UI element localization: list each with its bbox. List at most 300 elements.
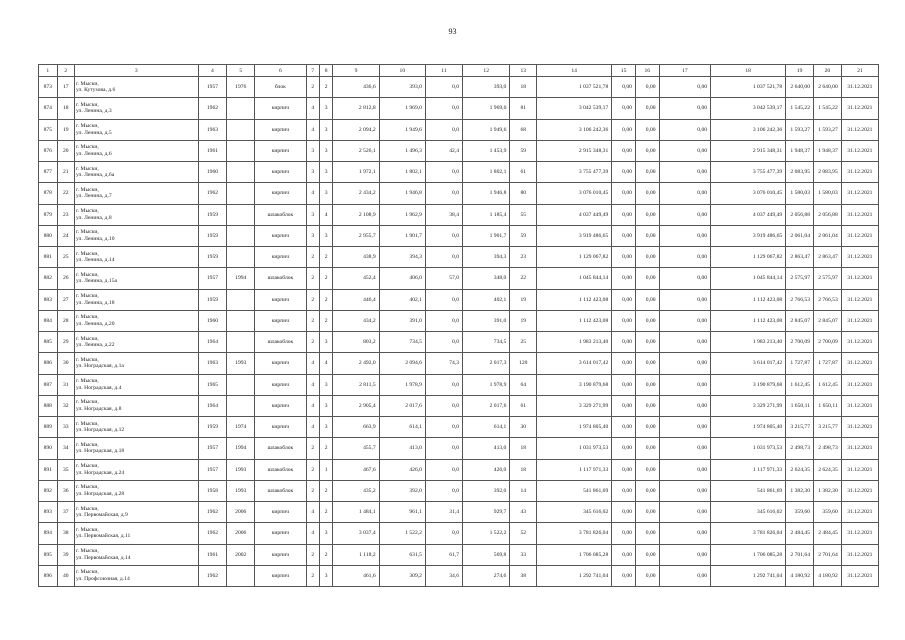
table-cell: 3 (306, 162, 319, 183)
table-cell: 1 972,1 (333, 162, 379, 183)
column-number-cell: 13 (510, 65, 537, 77)
table-cell: 3 (306, 225, 319, 246)
table-cell: 22 (510, 268, 537, 289)
table-cell: 0,00 (659, 77, 710, 98)
table-cell: 413,0 (379, 438, 425, 459)
column-number-cell: 5 (227, 65, 255, 77)
table-row (39, 502, 879, 523)
table-row (39, 289, 879, 310)
table-cell: 0,00 (635, 140, 659, 161)
table-cell: 1 983 213,40 (711, 332, 786, 353)
table-cell: 614,1 (463, 417, 510, 438)
column-number-cell: 16 (635, 65, 659, 77)
table-cell: 18 (57, 98, 75, 119)
table-cell: 4 (306, 417, 319, 438)
table-cell: 3 (319, 98, 332, 119)
housing-register-table (38, 64, 879, 587)
table-cell (227, 162, 255, 183)
address-line: г. Мыски, (76, 123, 99, 130)
address-line: ул. Ленина, д.7 (76, 193, 112, 200)
table-cell: 1957 (198, 438, 227, 459)
table-cell: 4 (306, 353, 319, 374)
table-cell: 0,00 (659, 289, 710, 310)
table-cell: 1 382,30 (786, 480, 814, 501)
address-line: г. Мыски, (76, 569, 99, 576)
table-cell: кирпич (255, 119, 306, 140)
table-cell: 461,6 (333, 565, 379, 586)
table-cell: 1 612,45 (813, 374, 841, 395)
address-cell (75, 310, 199, 331)
table-cell: 24 (57, 225, 75, 246)
table-cell: 0,0 (425, 247, 462, 268)
table-cell: 0,00 (659, 565, 710, 586)
table-cell: 1 802,1 (463, 162, 510, 183)
table-cell: 888 (39, 395, 58, 416)
table-cell: 0,00 (612, 374, 636, 395)
table-cell: кирпич (255, 183, 306, 204)
table-cell (227, 310, 255, 331)
address-line: ул. Кутузова, д.6 (76, 87, 116, 94)
table-cell (227, 119, 255, 140)
table-cell: 55 (510, 204, 537, 225)
table-cell: 1 949,6 (379, 119, 425, 140)
table-cell: 1 802,1 (379, 162, 425, 183)
table-cell: 31.12.2021 (841, 502, 878, 523)
table-cell: 2 640,00 (813, 77, 841, 98)
table-cell: 3 329 271,99 (711, 395, 786, 416)
table-cell: 734,5 (379, 332, 425, 353)
table-cell: 359,60 (786, 502, 814, 523)
table-cell: 393,0 (463, 77, 510, 98)
table-cell: 0,0 (425, 417, 462, 438)
column-number-cell: 11 (425, 65, 462, 77)
table-cell: 61,7 (425, 544, 462, 565)
table-cell: 2 (319, 544, 332, 565)
table-row (39, 438, 879, 459)
address-line: ул. Ленина, д.6 (76, 150, 112, 157)
table-cell: 455,7 (333, 438, 379, 459)
table-cell: 434,2 (333, 310, 379, 331)
table-cell: 402,1 (379, 289, 425, 310)
table-cell: 876 (39, 140, 58, 161)
table-cell: 1 522,2 (379, 523, 425, 544)
table-cell: 2 640,00 (786, 77, 814, 98)
table-cell: 1 978,9 (379, 374, 425, 395)
table-cell: 0,00 (659, 332, 710, 353)
column-number-cell: 1 (39, 65, 58, 77)
table-cell: 2 905,4 (333, 395, 379, 416)
table-cell: 1 969,0 (379, 98, 425, 119)
table-cell: 0,00 (612, 77, 636, 98)
table-cell: 2 061,04 (786, 225, 814, 246)
table-cell: 3 (319, 417, 332, 438)
table-cell: 1 453,9 (463, 140, 510, 161)
table-cell: шлакоблок (255, 438, 306, 459)
table-cell: 2 575,97 (786, 268, 814, 289)
table-cell: 1962 (198, 98, 227, 119)
table-cell: 2002 (227, 544, 255, 565)
table-cell: 1 045 844,14 (537, 268, 612, 289)
table-cell: 1959 (198, 247, 227, 268)
table-cell: 1963 (198, 353, 227, 374)
table-cell: 1994 (227, 438, 255, 459)
table-cell: 1993 (227, 353, 255, 374)
table-cell: 1 727,87 (813, 353, 841, 374)
table-cell: 663,9 (333, 417, 379, 438)
table-cell: 31.12.2021 (841, 544, 878, 565)
table-cell: 0,00 (612, 98, 636, 119)
table-cell: кирпич (255, 395, 306, 416)
column-number-cell: 2 (57, 65, 75, 77)
table-row (39, 119, 879, 140)
table-cell: 2 624,35 (813, 459, 841, 480)
table-cell: 2 (319, 268, 332, 289)
table-cell: 2 108,9 (333, 204, 379, 225)
table-cell: 31.12.2021 (841, 480, 878, 501)
table-cell: 467,6 (333, 459, 379, 480)
table-cell: 39 (57, 544, 75, 565)
address-line: ул. Ноградская, д.4 (76, 384, 122, 391)
table-row (39, 225, 879, 246)
table-cell: 3 106 242,36 (711, 119, 786, 140)
address-cell (75, 438, 199, 459)
table-cell: 1994 (227, 268, 255, 289)
table-cell (227, 183, 255, 204)
table-cell: 1 593,27 (813, 119, 841, 140)
table-cell: 1 946,8 (463, 183, 510, 204)
table-cell: 0,00 (612, 395, 636, 416)
table-cell: 1 974 805,40 (537, 417, 612, 438)
table-cell: 2 094,2 (333, 119, 379, 140)
table-cell: 1 185,4 (463, 204, 510, 225)
table-cell: 890 (39, 438, 58, 459)
table-cell: 2 700,09 (813, 332, 841, 353)
table-cell (227, 204, 255, 225)
address-cell (75, 289, 199, 310)
table-cell: 2 812,8 (333, 98, 379, 119)
table-cell: 2 863,47 (813, 247, 841, 268)
table-cell: 31.12.2021 (841, 98, 878, 119)
table-cell: 3 (319, 523, 332, 544)
table-cell: 31.12.2021 (841, 268, 878, 289)
table-cell: 1 727,87 (786, 353, 814, 374)
table-cell: 2 845,07 (786, 310, 814, 331)
table-cell: 875 (39, 119, 58, 140)
table-cell: 2 700,09 (786, 332, 814, 353)
table-cell: 0,00 (659, 119, 710, 140)
table-cell: 1963 (198, 119, 227, 140)
table-cell: 20 (57, 140, 75, 161)
table-cell: 0,0 (425, 523, 462, 544)
table-cell: 0,00 (659, 140, 710, 161)
table-cell: 31.12.2021 (841, 374, 878, 395)
address-line: ул. Ленина, д.3 (76, 108, 112, 115)
table-row (39, 417, 879, 438)
table-row (39, 565, 879, 586)
table-cell: 2 (306, 268, 319, 289)
table-row (39, 332, 879, 353)
table-row (39, 162, 879, 183)
table-cell: кирпич (255, 417, 306, 438)
table-cell: 0,00 (635, 480, 659, 501)
table-cell: 0,00 (612, 310, 636, 331)
table-cell: 0,00 (612, 523, 636, 544)
table-cell: 3 190 879,68 (537, 374, 612, 395)
table-cell: 30 (57, 353, 75, 374)
table-cell: 0,0 (425, 438, 462, 459)
table-cell: 1962 (198, 183, 227, 204)
table-cell: 18 (510, 459, 537, 480)
table-cell: 2 498,73 (786, 438, 814, 459)
address-cell (75, 459, 199, 480)
table-cell: 2006 (227, 502, 255, 523)
table-cell: 436,6 (333, 77, 379, 98)
table-cell: 0,0 (425, 183, 462, 204)
address-cell (75, 98, 199, 119)
column-number-cell: 20 (813, 65, 841, 77)
table-cell: 2 (319, 247, 332, 268)
address-line: г. Мыски, (76, 356, 99, 363)
table-cell: 1 946,8 (379, 183, 425, 204)
table-cell: 3 042 539,17 (711, 98, 786, 119)
table-cell: 2 017,3 (463, 353, 510, 374)
table-cell: кирпич (255, 544, 306, 565)
table-cell: 0,00 (612, 119, 636, 140)
table-cell: 874 (39, 98, 58, 119)
address-line: ул. Ленина, д.22 (76, 342, 115, 349)
table-cell: 3 (306, 204, 319, 225)
address-line: г. Мыски, (76, 420, 99, 427)
column-number-cell: 6 (255, 65, 306, 77)
table-cell: 0,00 (612, 565, 636, 586)
table-cell: 19 (510, 310, 537, 331)
table-cell: 0,00 (659, 395, 710, 416)
address-line: г. Мыски, (76, 378, 99, 385)
table-cell: 0,00 (612, 353, 636, 374)
table-cell: 0,00 (612, 289, 636, 310)
address-line: г. Мыски, (76, 101, 99, 108)
table-cell: 0,00 (612, 162, 636, 183)
table-cell: 3 042 539,17 (537, 98, 612, 119)
table-cell: 52 (510, 523, 537, 544)
address-line: ул. Ленина, д.5 (76, 129, 112, 136)
table-cell: 877 (39, 162, 58, 183)
table-cell: 0,0 (425, 310, 462, 331)
table-cell: 19 (510, 289, 537, 310)
table-cell: 0,00 (659, 353, 710, 374)
table-cell: 1961 (198, 544, 227, 565)
table-cell: 885 (39, 332, 58, 353)
table-cell: 309,2 (379, 565, 425, 586)
column-number-cell: 7 (306, 65, 319, 77)
table-cell: кирпич (255, 523, 306, 544)
table-cell: 3 190 879,68 (711, 374, 786, 395)
table-cell: 2 484,45 (786, 523, 814, 544)
table-cell: кирпич (255, 502, 306, 523)
table-cell: 3 076 010,45 (711, 183, 786, 204)
address-line: ул. Ленина, д.15а (76, 278, 117, 285)
table-cell: 1962 (198, 523, 227, 544)
table-cell: 0,00 (635, 459, 659, 480)
address-line: г. Мыски, (76, 165, 99, 172)
table-cell: 435,2 (333, 480, 379, 501)
table-cell: 0,00 (612, 183, 636, 204)
table-cell: 2 (319, 438, 332, 459)
address-cell (75, 183, 199, 204)
table-cell: 2 061,04 (813, 225, 841, 246)
table-cell: кирпич (255, 225, 306, 246)
table-cell: 0,0 (425, 225, 462, 246)
table-cell: 3 (319, 225, 332, 246)
table-cell: 1993 (227, 480, 255, 501)
table-cell: 0,0 (425, 162, 462, 183)
table-cell: 31.12.2021 (841, 119, 878, 140)
table-cell: 1 112 423,08 (537, 289, 612, 310)
column-number-cell: 18 (711, 65, 786, 77)
column-number-cell: 3 (75, 65, 199, 77)
address-line: ул. Ленина, д.10 (76, 235, 115, 242)
table-cell: 1 112 423,08 (711, 310, 786, 331)
table-cell: 35 (57, 459, 75, 480)
table-cell: 0,00 (635, 162, 659, 183)
table-cell: 1 522,2 (463, 523, 510, 544)
table-cell: 893 (39, 502, 58, 523)
table-cell: 23 (57, 204, 75, 225)
address-line: г. Мыски, (76, 293, 99, 300)
table-cell: 37 (57, 502, 75, 523)
table-cell: 1974 (227, 417, 255, 438)
table-row (39, 268, 879, 289)
table-cell: 0,00 (612, 417, 636, 438)
table-cell: 452,4 (333, 268, 379, 289)
table-cell: 0,00 (659, 98, 710, 119)
address-line: г. Мыски, (76, 505, 99, 512)
table-cell: 2 (306, 310, 319, 331)
table-cell: 1962 (198, 502, 227, 523)
table-cell: 2 017,6 (379, 395, 425, 416)
table-cell: 1 129 067,82 (711, 247, 786, 268)
table-cell: 3 755 477,39 (537, 162, 612, 183)
table-cell: 0,00 (635, 353, 659, 374)
table-cell: 413,0 (463, 438, 510, 459)
table-cell: блок (255, 77, 306, 98)
table-cell: 31.12.2021 (841, 183, 878, 204)
address-cell (75, 417, 199, 438)
table-cell: 961,1 (379, 502, 425, 523)
table-cell: 2 (319, 480, 332, 501)
table-cell: 18 (510, 77, 537, 98)
table-cell: 32 (57, 395, 75, 416)
table-cell: 1 969,0 (463, 98, 510, 119)
table-cell: 0,00 (635, 183, 659, 204)
table-cell: 3 215,77 (786, 417, 814, 438)
table-row (39, 523, 879, 544)
table-cell: 426,0 (379, 459, 425, 480)
table-cell: 21 (57, 162, 75, 183)
table-cell (227, 374, 255, 395)
address-cell (75, 204, 199, 225)
table-cell: 1 978,9 (463, 374, 510, 395)
table-cell: 3 106 242,36 (537, 119, 612, 140)
table-cell: 42,4 (425, 140, 462, 161)
table-cell: 1962 (198, 565, 227, 586)
table-cell: 0,00 (635, 374, 659, 395)
table-cell: 1959 (198, 225, 227, 246)
table-cell: 31.12.2021 (841, 310, 878, 331)
table-cell: 59 (510, 140, 537, 161)
table-cell: 3 614 017,42 (537, 353, 612, 374)
table-cell: 438,9 (333, 247, 379, 268)
address-line: ул. Ноградская, д.12 (76, 427, 125, 434)
table-cell: 0,00 (635, 225, 659, 246)
table-cell (227, 247, 255, 268)
table-cell: 0,00 (612, 204, 636, 225)
table-cell: 345 616,02 (537, 502, 612, 523)
table-cell: 33 (510, 544, 537, 565)
table-cell: 0,0 (425, 374, 462, 395)
address-cell (75, 480, 199, 501)
table-cell: 394,3 (463, 247, 510, 268)
table-cell: 61 (510, 162, 537, 183)
table-cell: 2 484,45 (813, 523, 841, 544)
table-cell: 0,00 (635, 247, 659, 268)
table-cell: 3 (319, 183, 332, 204)
table-cell: 0,00 (612, 459, 636, 480)
column-number-cell: 12 (463, 65, 510, 77)
table-cell: 391,0 (463, 310, 510, 331)
table-cell: 4 (306, 98, 319, 119)
table-cell: 1 (319, 459, 332, 480)
table-cell: 31.12.2021 (841, 438, 878, 459)
table-cell: 1 129 067,82 (537, 247, 612, 268)
table-cell: 2 766,53 (786, 289, 814, 310)
address-cell (75, 353, 199, 374)
table-cell: 0,00 (659, 523, 710, 544)
table-cell: 2 (319, 77, 332, 98)
table-cell: кирпич (255, 374, 306, 395)
table-cell: 2 (306, 77, 319, 98)
table-cell: 1 974 805,40 (711, 417, 786, 438)
table-row (39, 480, 879, 501)
address-line: г. Мыски, (76, 441, 99, 448)
column-number-cell: 19 (786, 65, 814, 77)
table-cell: 1 484,1 (333, 502, 379, 523)
table-cell: 1 117 971,33 (537, 459, 612, 480)
table-cell: 1 901,7 (463, 225, 510, 246)
table-cell: 392,0 (379, 480, 425, 501)
table-cell: 1 949,6 (463, 119, 510, 140)
table-cell: 1 112 423,08 (711, 289, 786, 310)
table-cell: 0,0 (425, 395, 462, 416)
table-cell: 3 781 826,04 (711, 523, 786, 544)
table-cell: 0,00 (612, 247, 636, 268)
table-cell: 2 017,6 (463, 395, 510, 416)
address-line: ул. Ленина, д.6а (76, 172, 115, 179)
address-line: ул. Ленина, д.8 (76, 214, 112, 221)
table-cell: 0,00 (659, 480, 710, 501)
table-cell: 0,0 (425, 332, 462, 353)
table-cell: 31.12.2021 (841, 289, 878, 310)
table-cell: 34,6 (425, 565, 462, 586)
table-cell: 0,00 (612, 502, 636, 523)
table-cell: кирпич (255, 162, 306, 183)
table-cell: 0,00 (635, 523, 659, 544)
address-line: г. Мыски, (76, 208, 99, 215)
table-cell: 0,00 (659, 162, 710, 183)
address-cell (75, 77, 199, 98)
table-cell: 2 (306, 480, 319, 501)
table-cell: 1961 (198, 140, 227, 161)
